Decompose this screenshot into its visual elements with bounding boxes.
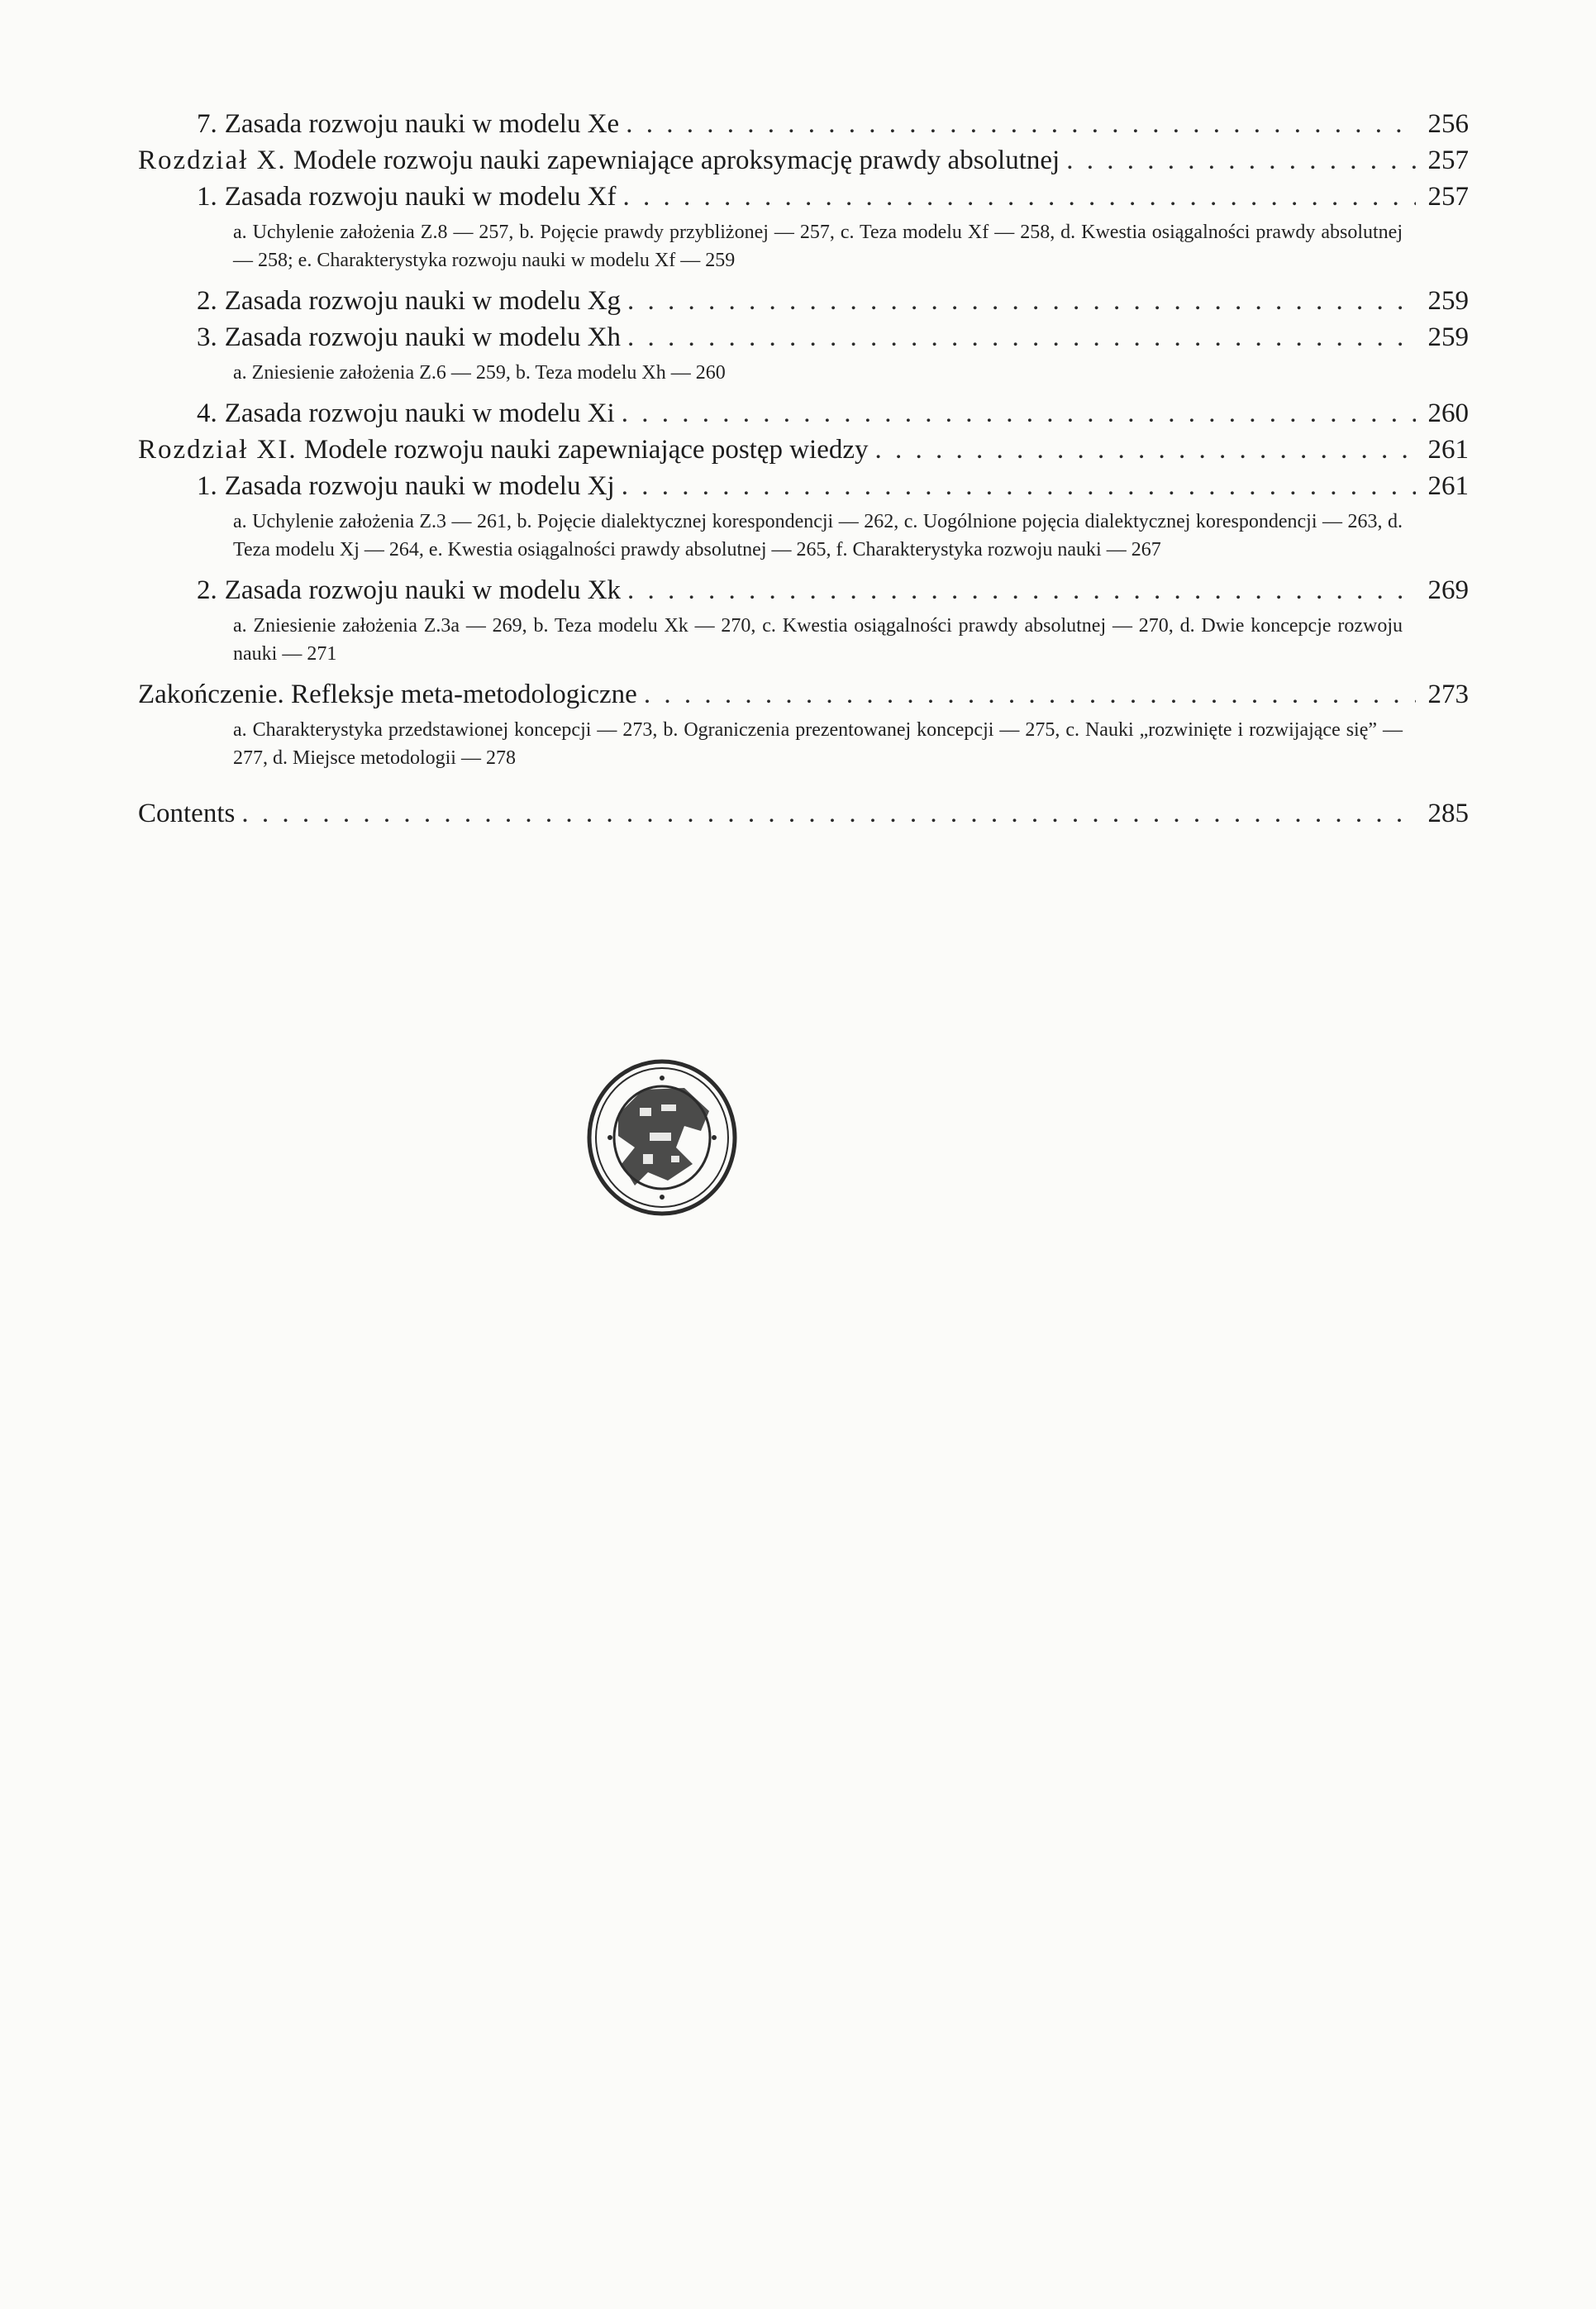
toc-entry: [138, 395, 1469, 432]
page-number: 261: [1427, 471, 1469, 501]
entry-number: 3.: [197, 322, 217, 352]
entry-text: Zasada rozwoju nauki w modelu Xf: [224, 182, 617, 212]
leader-dots: [627, 319, 1416, 355]
library-stamp-icon: [585, 1057, 739, 1219]
leader-dots: [627, 283, 1416, 319]
entry-title: Zakończenie. Refleksje meta-metodologiczne: [138, 680, 637, 709]
leader-dots: [1066, 142, 1416, 179]
toc-chapter: [138, 432, 1469, 468]
leader-dots: [627, 572, 1416, 608]
leader-dots: [622, 468, 1416, 504]
entry-text: Zasada rozwoju nauki w modelu Xk: [224, 575, 622, 605]
toc-section: [138, 795, 1469, 832]
toc-entry: [138, 468, 1469, 504]
leader-dots: [626, 106, 1416, 142]
leader-dots: [622, 395, 1416, 432]
toc-chapter: [138, 142, 1469, 179]
entry-number: 7.: [197, 109, 217, 139]
entry-title: [138, 142, 1060, 179]
page-number: 285: [1427, 799, 1469, 828]
page-number: 260: [1427, 398, 1469, 428]
subsection-list: a. Zniesienie założenia Z.6 — 259, b. Teza modelu Xh — 260: [233, 362, 726, 384]
entry-text: Modele rozwoju nauki zapewniające postęp wiedzy: [303, 435, 869, 465]
toc-entry: [138, 179, 1469, 215]
entry-title: [197, 572, 621, 608]
toc-entry: [138, 572, 1469, 608]
page-number: 259: [1427, 286, 1469, 316]
page-number: 261: [1427, 435, 1469, 465]
subsection-list: a. Charakterystyka przedstawionej koncepcji — 273, b. Ograniczenia prezentowanej koncepcji — 275, c. Nauki „rozwinięte i rozwijające się” — 277, d. Miejsce metodologii — 278: [233, 719, 1403, 769]
leader-dots: [241, 795, 1416, 832]
entry-text: Modele rozwoju nauki zapewniające aproksymację prawdy absolutnej: [293, 146, 1060, 175]
subsection-list: a. Zniesienie założenia Z.3a — 269, b. Teza modelu Xk — 270, c. Kwestia osiągalności prawdy absolutnej — 270, d. Dwie koncepcje rozwoju nauki — 271: [233, 615, 1403, 665]
entry-title: [197, 179, 617, 215]
page-number: 257: [1427, 146, 1469, 175]
page-number: 269: [1427, 575, 1469, 605]
page-number: 257: [1427, 182, 1469, 212]
toc-entry: [138, 106, 1469, 142]
entry-number: 2.: [197, 575, 217, 605]
toc-entry: [138, 319, 1469, 355]
entry-title: [197, 319, 621, 355]
table-of-contents: [138, 106, 1469, 832]
entry-number: 1.: [197, 182, 217, 212]
leader-dots: [623, 179, 1416, 215]
entry-number: 4.: [197, 398, 217, 428]
toc-entry: [138, 283, 1469, 319]
leader-dots: [644, 676, 1416, 713]
page-number: 259: [1427, 322, 1469, 352]
entry-number: 1.: [197, 471, 217, 501]
entry-text: Zasada rozwoju nauki w modelu Xe: [224, 109, 620, 139]
subsection-list: a. Uchylenie założenia Z.8 — 257, b. Pojęcie prawdy przybliżonej — 257, c. Teza modelu Xf — 258, d. Kwestia osiągalności prawdy absolutnej — 258; e. Charakterystyka rozwoju nauki w modelu Xf — 259: [233, 222, 1403, 271]
page-number: 256: [1427, 109, 1469, 139]
entry-text: Zasada rozwoju nauki w modelu Xg: [224, 286, 622, 316]
entry-title: [197, 395, 615, 432]
toc-section: [138, 676, 1469, 713]
entry-text: Zasada rozwoju nauki w modelu Xj: [224, 471, 615, 501]
entry-title: [197, 468, 615, 504]
page-number: 273: [1427, 680, 1469, 709]
chapter-label: Rozdział X.: [138, 146, 287, 175]
entry-title: [138, 432, 869, 468]
subsection-list: a. Uchylenie założenia Z.3 — 261, b. Pojęcie dialektycznej korespondencji — 262, c. Uogólnione pojęcia dialektycznej korespondencji — 263, d. Teza modelu Xj — 264, e. Kwestia osiągalności prawdy absolutnej — 265, f. Charakterystyka rozwoju nauki — 267: [233, 511, 1403, 561]
entry-number: 2.: [197, 286, 217, 316]
entry-title: Contents: [138, 799, 236, 828]
entry-text: Zasada rozwoju nauki w modelu Xh: [224, 322, 622, 352]
entry-title: [197, 283, 621, 319]
entry-title: [197, 106, 619, 142]
entry-text: Zasada rozwoju nauki w modelu Xi: [224, 398, 615, 428]
leader-dots: [875, 432, 1416, 468]
chapter-label: Rozdział XI.: [138, 435, 298, 465]
